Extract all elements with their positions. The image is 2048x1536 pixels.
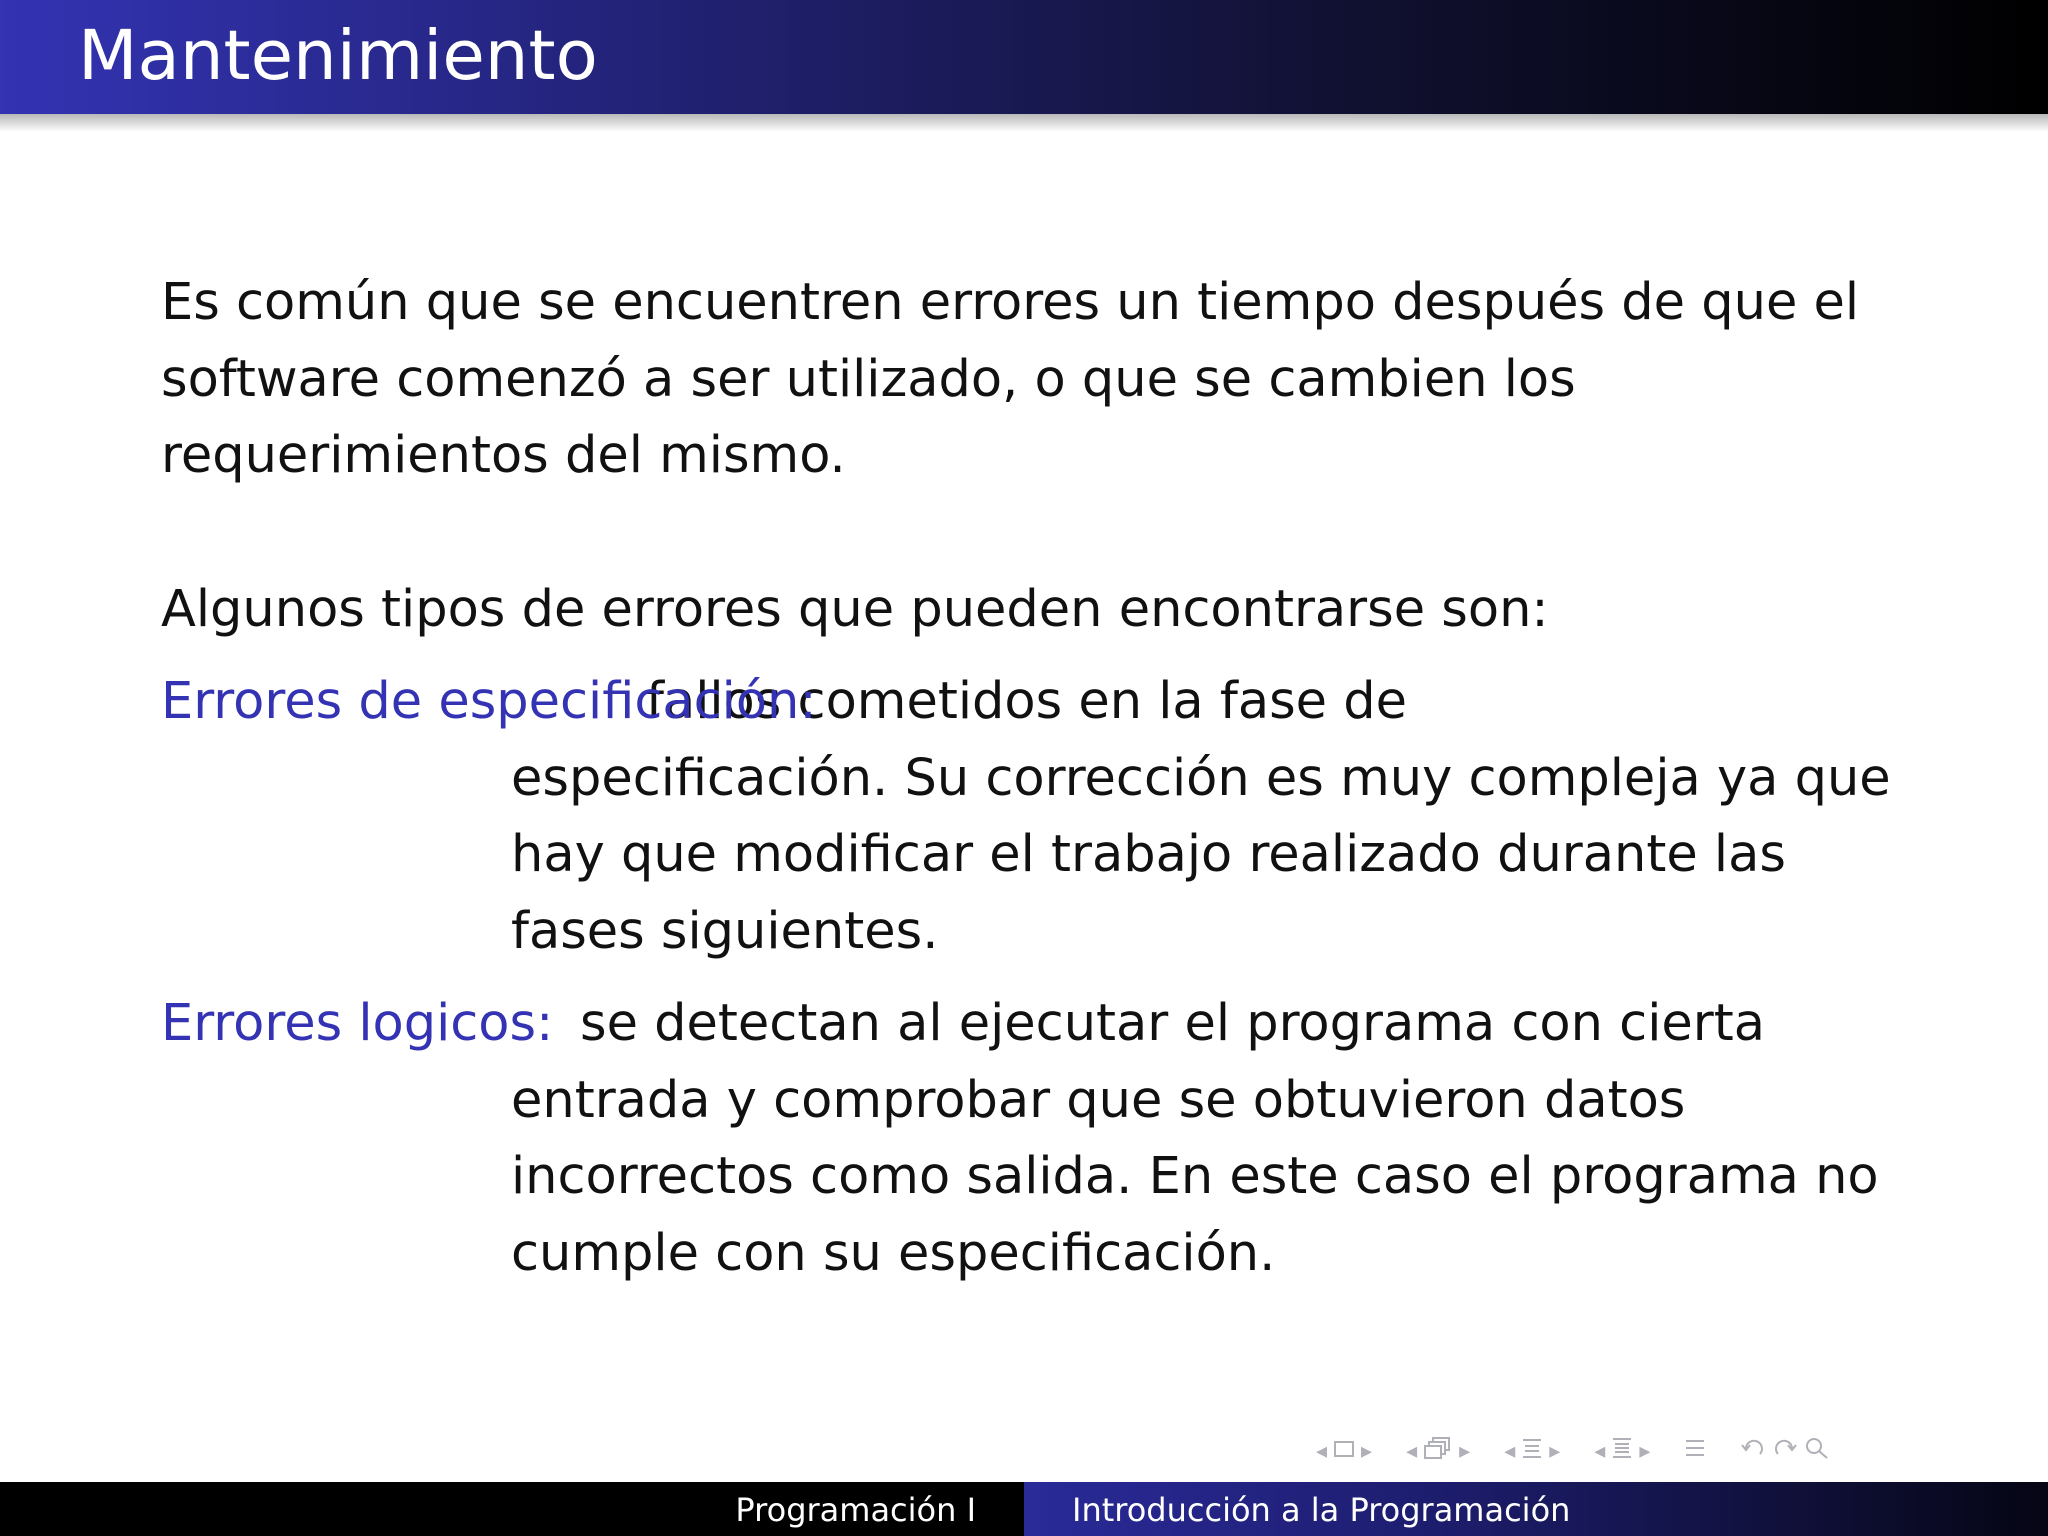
definition-text: se detectan al ejecutar el programa con cierta [580,994,1765,1053]
toc-icon[interactable] [1684,1436,1706,1466]
prev-slide-icon[interactable]: ◂ [1316,1438,1328,1464]
definition-line: cumple con su especificación. [511,1223,1276,1283]
intro-line: Es común que se encuentren errores un tiempo después de que el [161,273,1860,332]
definition-item [161,986,1901,1292]
history-nav-group [1740,1436,1830,1466]
frame-nav-group [1406,1436,1470,1466]
prev-section-icon[interactable]: ◂ [1594,1438,1606,1464]
beamer-navigation-bar [1316,1436,2036,1466]
definition-text: fallos cometidos en la fase de [646,672,1408,731]
definition-line: entrada y comprobar que se obtuvieron datos [511,1070,1686,1130]
definition-term: Errores de especificación: [161,672,817,731]
slide-nav-group [1316,1439,1372,1464]
definition-item [161,664,1901,970]
section-icon[interactable] [1611,1436,1633,1466]
subsection-icon[interactable] [1521,1436,1543,1466]
back-icon[interactable] [1740,1436,1766,1466]
slide-icon[interactable] [1333,1439,1355,1464]
definition-line: hay que modificar el trabajo realizado durante las [511,825,1786,884]
intro-line: requerimientos del mismo. [161,426,846,485]
frame-icon[interactable] [1423,1436,1453,1466]
definition-term: Errores logicos: [161,994,554,1053]
next-section-icon[interactable]: ▸ [1639,1438,1651,1464]
paragraph-gap [161,495,1901,572]
definition-line: especificación. Su corrección es muy compleja ya que [511,748,1891,808]
toc-nav-group [1684,1436,1706,1466]
next-subsection-icon[interactable]: ▸ [1549,1438,1561,1464]
definition-line: incorrectos como salida. En este caso el programa no [511,1147,1879,1206]
definition-line [511,986,1901,1063]
section-nav-group [1594,1436,1650,1466]
frame-title: Mantenimiento [78,16,598,96]
forward-icon[interactable] [1772,1436,1798,1466]
intro-line: software comenzó a ser utilizado, o que se cambien los [161,349,1576,409]
prev-frame-icon[interactable]: ◂ [1406,1438,1418,1464]
footer-topic-box [1024,1482,2048,1536]
footer-course-box [0,1482,1024,1536]
search-icon[interactable] [1804,1436,1830,1466]
footer-topic: Introducción a la Programación [1072,1491,1571,1529]
footline [0,1482,2048,1536]
next-slide-icon[interactable]: ▸ [1361,1438,1373,1464]
slide-content [161,265,1901,1292]
footer-course: Programación I [735,1491,976,1529]
prev-subsection-icon[interactable]: ◂ [1504,1438,1516,1464]
error-types-list [161,664,1901,1292]
next-frame-icon[interactable]: ▸ [1459,1438,1471,1464]
subsection-nav-group [1504,1436,1560,1466]
types-intro: Algunos tipos de errores que pueden encontrarse son: [161,579,1549,639]
definition-line: fases siguientes. [511,901,939,961]
frame-title-bar [0,0,2048,114]
title-bar-shadow [0,114,2048,132]
